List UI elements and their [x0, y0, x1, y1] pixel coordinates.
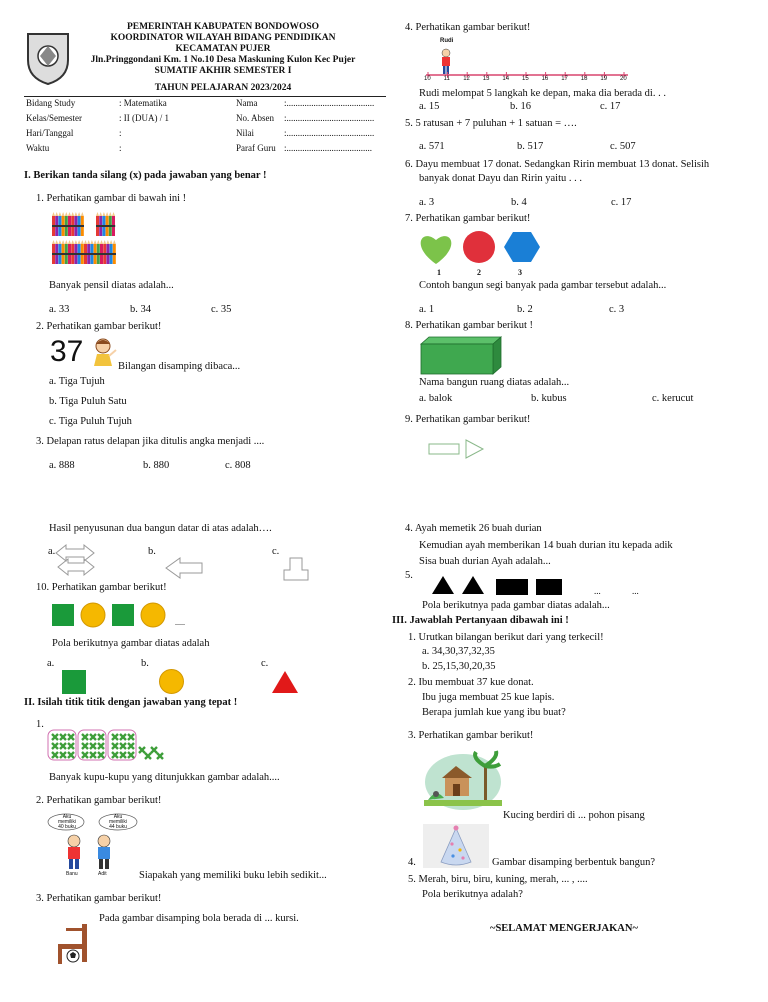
q7-text: Contoh bangun segi banyak pada gambar tersebut adalah... [419, 280, 667, 291]
cuboid-image [419, 336, 503, 376]
q2-option-a[interactable]: a. Tiga Tujuh [49, 376, 105, 387]
s2q3-text: Pada gambar disamping bola berada di ... kursi. [99, 913, 299, 924]
q9-text: Hasil penyusunan dua bangun datar di atas adalah…. [49, 523, 272, 534]
q6-stem: 6. Dayu membuat 17 donat. Sedangkan Ririn membuat 13 donat. Selisih [405, 159, 710, 170]
number-line-label: 16 [541, 76, 549, 82]
q2-text: Bilangan disamping dibaca... [118, 361, 241, 372]
q9-arrow-shape-b [164, 556, 204, 580]
info-value: : II (DUA) / 1 [119, 113, 169, 123]
header-line-2: KOORDINATOR WILAYAH BIDANG PENDIDIKAN [110, 33, 336, 43]
section-1-title: I. Berikan tanda silang (x) pada jawaban yang benar ! [24, 170, 267, 181]
s3q3-stem: 3. Perhatikan gambar berikut! [408, 730, 534, 741]
header-line-5: SUMATIF AKHIR SEMESTER I [154, 66, 292, 76]
q10-pattern [52, 603, 182, 629]
number-line-label: 12 [463, 76, 470, 82]
q2-option-c[interactable]: c. Tiga Puluh Tujuh [49, 416, 132, 427]
party-hat-image [423, 824, 489, 868]
q10-option-a[interactable]: a. [47, 658, 55, 669]
s2q1-number: 1. [36, 719, 44, 730]
q9-option-c[interactable]: c. [272, 546, 280, 557]
info-label: No. Absen [236, 113, 274, 123]
q1-option-b[interactable]: b. 34 [130, 304, 151, 315]
section-3-title: III. Jawablah Pertanyaan dibawah ini ! [392, 615, 569, 626]
q7-option-b[interactable]: b. 2 [517, 304, 533, 315]
s2q1-text: Banyak kupu-kupu yang ditunjukkan gambar adalah.... [49, 772, 280, 783]
q6-stem-2: banyak donat Dayu dan Ririn yaitu . . . [419, 173, 583, 184]
rudi-label: Rudi [440, 38, 454, 44]
s3q1-stem: 1. Urutkan bilangan berikut dari yang terkecil! [408, 632, 604, 643]
q3-stem: 3. Delapan ratus delapan jika ditulis angka menjadi .... [36, 436, 265, 447]
q9-option-b[interactable]: b. [148, 546, 156, 557]
info-value: : Matematika [119, 98, 167, 108]
q6-option-a[interactable]: a. 3 [419, 197, 435, 208]
q8-stem: 8. Perhatikan gambar berikut ! [405, 320, 533, 331]
two-boys-image [46, 813, 142, 879]
boy-1-name: Banu [66, 871, 78, 877]
q3-option-c[interactable]: c. 808 [225, 460, 251, 471]
number-line-label: 13 [482, 76, 490, 82]
q7-option-c[interactable]: c. 3 [609, 304, 625, 315]
footer-text: ~SELAMAT MENGERJAKAN~ [490, 923, 638, 934]
header-line-3: KECAMATAN PUJER [175, 44, 271, 54]
s3q2-line-3: Berapa jumlah kue yang ibu buat? [422, 707, 566, 718]
shape-3-number: 3 [518, 268, 522, 277]
shape-2-number: 2 [477, 268, 481, 277]
q2-stem: 2. Perhatikan gambar berikut! [36, 321, 162, 332]
info-label: Bidang Study [26, 98, 76, 108]
info-field[interactable]: :....................................... [284, 113, 375, 123]
info-label: Paraf Guru [236, 143, 276, 153]
q10-text: Pola berikutnya gambar diatas adalah [52, 638, 210, 649]
q1-option-c[interactable]: c. 35 [211, 304, 232, 315]
s3q5-line-1: 5. Merah, biru, biru, kuning, merah, ... , .... [408, 874, 588, 885]
q1-option-a[interactable]: a. 33 [49, 304, 70, 315]
number-line-label: 15 [522, 76, 529, 82]
s3q2-line-1: 2. Ibu membuat 37 kue donat. [408, 677, 534, 688]
q4-stem: 4. Perhatikan gambar berikut! [405, 22, 531, 33]
q4-option-c[interactable]: c. 17 [600, 101, 621, 112]
s3q5-line-2: Pola berikutnya adalah? [422, 889, 523, 900]
q9-stem: 9. Perhatikan gambar berikut! [405, 414, 531, 425]
q2-number: 37 [50, 335, 84, 368]
girl-icon [88, 336, 118, 370]
q10-yellow-circle [159, 669, 184, 694]
s2q4-line-3: Sisa buah durian Ayah adalah... [419, 556, 551, 567]
q8-text: Nama bangun ruang diatas adalah... [419, 377, 570, 388]
q10-stem: 10. Perhatikan gambar berikut! [36, 582, 167, 593]
q2-option-b[interactable]: b. Tiga Puluh Satu [49, 396, 127, 407]
number-line-label: 11 [443, 76, 450, 82]
header-line-1: PEMERINTAH KABUPATEN BONDOWOSO [126, 22, 320, 32]
info-field[interactable]: :....................................... [284, 98, 375, 108]
info-field[interactable]: :....................................... [284, 128, 375, 138]
s2q2-text: Siapakah yang memiliki buku lebih sedikit... [139, 870, 327, 881]
s3q4-number: 4. [408, 857, 416, 868]
info-label: Nilai [236, 128, 254, 138]
info-field[interactable]: :...................................... [284, 143, 373, 153]
chair-ball-image [52, 922, 98, 966]
q8-option-a[interactable]: a. balok [419, 393, 453, 404]
s3q1-b: b. 25,15,30,20,35 [422, 661, 496, 672]
q10-green-square [62, 670, 86, 694]
q10-option-c[interactable]: c. [261, 658, 269, 669]
s2q5-number: 5. [405, 570, 413, 581]
s2q5-blank-1: ... [594, 586, 601, 596]
q3-option-a[interactable]: a. 888 [49, 460, 75, 471]
info-label: Kelas/Semester [26, 113, 82, 123]
q6-option-c[interactable]: c. 17 [611, 197, 632, 208]
q8-option-b[interactable]: b. kubus [531, 393, 567, 404]
q1-stem: 1. Perhatikan gambar di bawah ini ! [36, 193, 187, 204]
house-banana-tree-image [424, 748, 502, 810]
q7-stem: 7. Perhatikan gambar berikut! [405, 213, 531, 224]
s3q3-text: Kucing berdiri di ... pohon pisang [503, 810, 645, 821]
section-2-title: II. Isilah titik titik dengan jawaban yang tepat ! [24, 697, 238, 708]
q5-stem: 5. 5 ratusan + 7 puluhan + 1 satuan = …. [405, 118, 577, 129]
s2q5-pattern [430, 572, 566, 598]
q7-option-a[interactable]: a. 1 [419, 304, 435, 315]
s2q2-stem: 2. Perhatikan gambar berikut! [36, 795, 162, 806]
q1-text: Banyak pensil diatas adalah... [49, 280, 174, 291]
q5-option-b[interactable]: b. 517 [517, 141, 544, 152]
q9-option-a[interactable]: a. [48, 546, 56, 557]
pencils-image [52, 212, 122, 268]
q3-option-b[interactable]: b. 880 [143, 460, 170, 471]
number-line-label: 19 [600, 76, 608, 82]
q4-text: Rudi melompat 5 langkah ke depan, maka dia berada di. . . [419, 88, 666, 99]
q5-option-a[interactable]: a. 571 [419, 141, 445, 152]
q10-red-triangle [272, 671, 298, 693]
number-line-label: 10 [424, 76, 431, 82]
s3q2-line-2: Ibu juga membuat 25 kue lapis. [422, 692, 555, 703]
q6-option-b[interactable]: b. 4 [511, 197, 527, 208]
header-divider [24, 96, 386, 97]
shape-1-number: 1 [437, 268, 441, 277]
number-line-label: 17 [561, 76, 568, 82]
number-line-label: 14 [502, 76, 510, 82]
boy-2-name: Adit [98, 871, 107, 877]
info-value: : [119, 143, 122, 153]
s2q4-line-2: Kemudian ayah memberikan 14 buah durian itu kepada adik [419, 540, 673, 551]
q4-option-a[interactable]: a. 15 [419, 101, 440, 112]
q9-arrow-shape-c [282, 556, 310, 582]
s2q3-stem: 3. Perhatikan gambar berikut! [36, 893, 162, 904]
q9-arrow-shape-a [54, 543, 98, 577]
q9-shapes [428, 438, 486, 460]
number-line-image [422, 38, 632, 84]
s2q4-line-1: 4. Ayah memetik 26 buah durian [405, 523, 542, 534]
butterflies-image [47, 729, 163, 765]
info-label: Nama [236, 98, 258, 108]
info-label: Hari/Tanggal [26, 128, 74, 138]
s3q1-a: a. 34,30,37,32,35 [422, 646, 495, 657]
info-label: Waktu [26, 143, 50, 153]
q5-option-c[interactable]: c. 507 [610, 141, 636, 152]
q7-shapes [418, 230, 542, 266]
s2q5-text: Pola berikutnya pada gambar diatas adalah... [422, 600, 610, 611]
s3q4-text: Gambar disamping berbentuk bangun? [492, 857, 655, 868]
q8-option-c[interactable]: c. kerucut [652, 393, 694, 404]
bubble-1-text: Aku memiliki 40 buku [57, 814, 77, 830]
q4-option-b[interactable]: b. 16 [510, 101, 531, 112]
header-year: TAHUN PELAJARAN 2023/2024 [154, 83, 292, 93]
info-value: : [119, 128, 122, 138]
q10-option-b[interactable]: b. [141, 658, 149, 669]
number-line-label: 18 [580, 76, 588, 82]
s2q5-blank-2: ... [632, 586, 639, 596]
q10-dots: ..... [175, 618, 185, 627]
header-line-4: Jln.Pringgondani Km. 1 No.10 Desa Maskuning Kulon Kec Pujer [90, 55, 356, 65]
bubble-2-text: Aku memiliki 44 buku [108, 814, 128, 830]
number-line-label: 20 [620, 76, 627, 82]
